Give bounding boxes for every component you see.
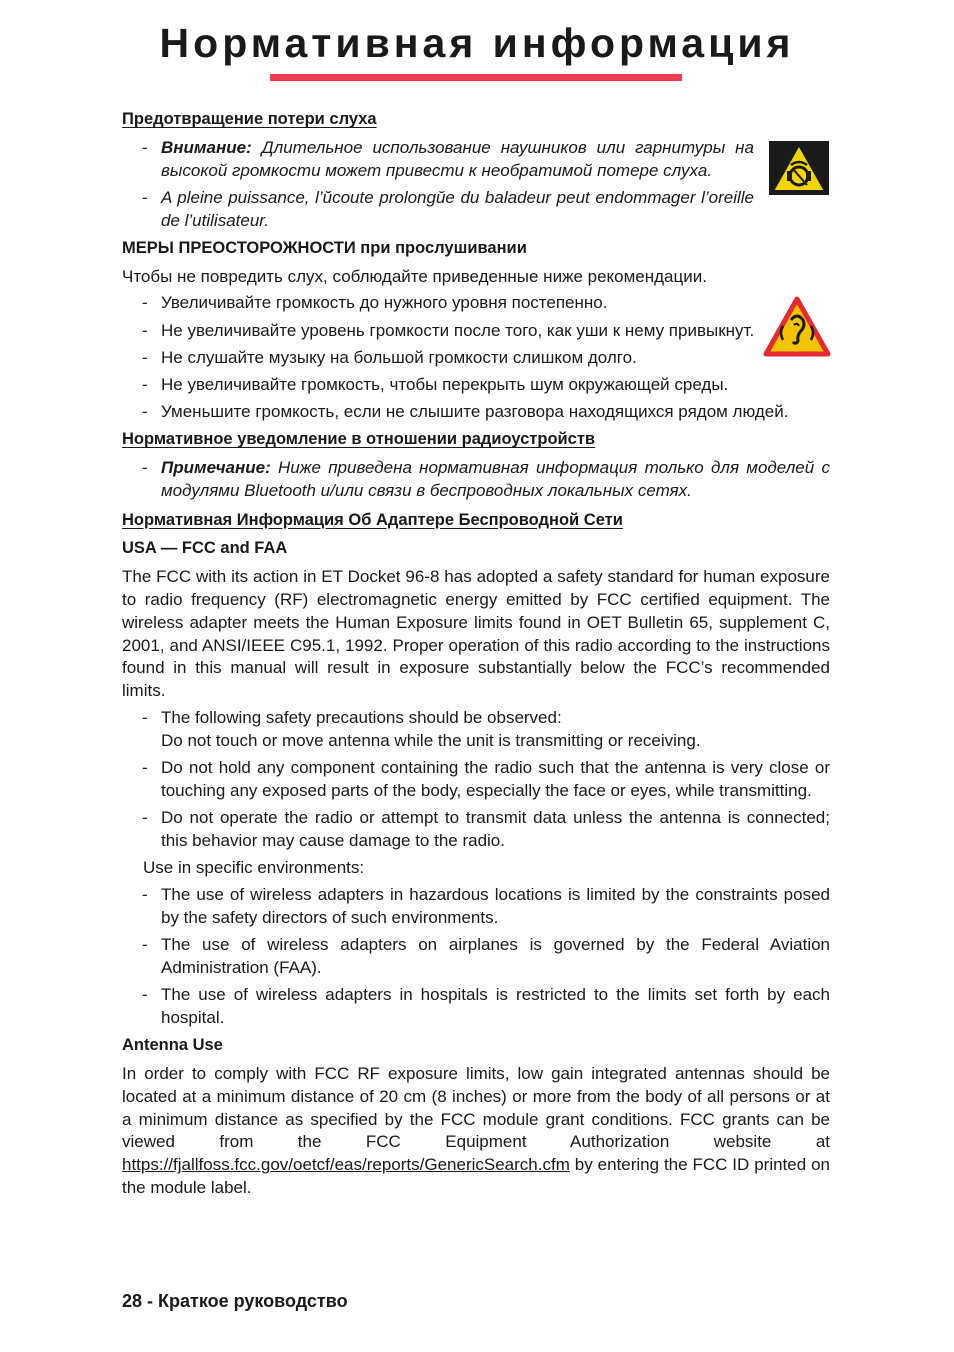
list-item: - Примечание: Ниже приведена нормативная информация только для моделей с модулями Bluetooth и/или связи в беспроводных локальных сетях. <box>142 458 830 500</box>
radio-notice-list <box>122 457 830 503</box>
page-title: Нормативная информация <box>159 20 795 66</box>
note-text: Ниже приведена нормативная информация только для моделей с модулями Bluetooth и/или связи в беспроводных локальных сетях. <box>161 458 830 500</box>
list-item-text: Не увеличивайте громкость, чтобы перекрыть шум окружающей среды. <box>161 374 729 394</box>
list-item-text: The use of wireless adapters in hazardous locations is limited by the constraints posed by the safety directors of such environments. <box>161 885 830 927</box>
list-item-text: Do not touch or move antenna while the unit is transmitting or receiving. <box>161 730 701 750</box>
list-item: - Не слушайте музыку на большой громкости слишком долго. <box>142 347 637 367</box>
hearing-heading: Предотвращение потери слуха <box>122 110 377 128</box>
list-item: - Не увеличивайте громкость, чтобы перекрыть шум окружающей среды. <box>142 374 729 394</box>
fcc-authorization-link[interactable]: https://fjallfoss.fcc.gov/oetcf/eas/reports/GenericSearch.cfm <box>122 1155 570 1175</box>
list-item-text: Увеличивайте громкость до нужного уровня постепенно. <box>161 293 608 313</box>
list-item-text: Не увеличивайте уровень громкости после того, как уши к нему привыкнут. <box>161 320 755 340</box>
list-item: - The use of wireless adapters in hazardous locations is limited by the constraints posed by the safety directors of such environments. <box>142 885 830 927</box>
list-item: - Уменьшите громкость, если не слышите разговора находящихся рядом людей. <box>142 402 789 422</box>
antenna-text-end: by entering the FCC ID printed on the module label. <box>122 1155 830 1197</box>
page-footer: 28 - Краткое руководство <box>122 1291 348 1311</box>
environments-intro: Use in specific environments: <box>143 858 365 878</box>
hearing-warning-list <box>122 137 754 233</box>
list-item: - Не увеличивайте уровень громкости после того, как уши к нему привыкнут. <box>142 320 755 340</box>
list-item-text: The use of wireless adapters on airplanes is governed by the Federal Aviation Administration (FAA). <box>161 935 830 977</box>
list-item-text: The use of wireless adapters in hospitals is restricted to the limits set forth by each hospital. <box>161 985 830 1027</box>
list-item-text: Do not hold any component containing the radio such that the antenna is very close or touching any exposed parts of the body, especially the face or eyes, while transmitting. <box>161 758 830 800</box>
note-label: Примечание: <box>161 458 271 478</box>
title-underline-bar <box>270 74 682 81</box>
list-item-text: Не слушайте музыку на большой громкости слишком долго. <box>161 347 637 367</box>
list-item: - Do not hold any component containing the radio such that the antenna is very close or touching any exposed parts of the body, especially the face or eyes, while transmitting. <box>142 758 830 800</box>
safety-list <box>122 707 830 853</box>
warning-label: Внимание: <box>161 137 252 157</box>
environments-list <box>122 884 830 1030</box>
antenna-heading: Antenna Use <box>122 1036 223 1055</box>
list-item: - A pleine puissance, l’ŭcoute prolongŭe du baladeur peut endommager l’oreille de l’utilisateur. <box>142 187 754 230</box>
wireless-heading: Нормативная Информация Об Адаптере Беспроводной Сети <box>122 510 623 529</box>
antenna-text: In order to comply with FCC RF exposure limits, low gain integrated antennas should be located at a minimum distance of 20 cm (8 inches) or more from the body of all persons or at a minimum distance as specified by the FCC module grant conditions. FCC grants can be viewed from the FCC Equipment Authorization website at <box>122 1063 830 1152</box>
list-item-text: The following safety precautions should be observed: <box>161 708 562 728</box>
list-item-text: Do not operate the radio or attempt to transmit data unless the antenna is connected; this behavior may cause damage to the radio. <box>161 808 830 850</box>
fcc-paragraph: The FCC with its action in ET Docket 96-8 has adopted a safety standard for human exposure to radio frequency (RF) electromagnetic energy emitted by FCC certified equipment. The wireless adapter meets the Human Exposure limits found in OET Bulletin 65, supplement C, 2001, and ANSI/IEEE C95.1, 1992. Proper operation of this radio according to the instructions found in this manual will result in exposure substantially below the FCC’s recommended limits. <box>122 567 830 701</box>
precautions-heading: МЕРЫ ПРЕОСТОРОЖНОСТИ при прослушивании <box>122 238 527 257</box>
list-item: - Do not operate the radio or attempt to transmit data unless the antenna is connected; this behavior may cause damage to the radio. <box>142 808 830 850</box>
page-content <box>122 108 830 1204</box>
list-item: - The use of wireless adapters in hospitals is restricted to the limits set forth by each hospital. <box>142 985 830 1027</box>
list-item: - The following safety precautions should be observed: Do not touch or move antenna while the unit is transmitting or receiving. <box>142 708 701 750</box>
usa-fcc-heading: USA — FCC and FAA <box>122 539 288 558</box>
antenna-paragraph <box>122 1063 830 1200</box>
list-item: - The use of wireless adapters on airplanes is governed by the Federal Aviation Administration (FAA). <box>142 935 830 977</box>
precautions-intro: Чтобы не повредить слух, соблюдайте приведенные ниже рекомендации. <box>122 266 707 286</box>
radio-notice-heading: Нормативное уведомление в отношении радиоустройств <box>122 430 596 449</box>
list-item: - Внимание: Длительное использование наушников или гарнитуры на высокой громкости может привести к необратимой потере слуха. <box>142 137 754 180</box>
warning-text: Длительное использование наушников или гарнитуры на высокой громкости может привести к необратимой потере слуха. <box>161 137 754 180</box>
list-item: - Увеличивайте громкость до нужного уровня постепенно. <box>142 293 608 313</box>
french-warning-text: A pleine puissance, l’ŭcoute prolongŭe du baladeur peut endommager l’oreille de l’utilisateur. <box>161 187 754 230</box>
precautions-list <box>122 292 830 424</box>
list-item-text: Уменьшите громкость, если не слышите разговора находящихся рядом людей. <box>161 402 789 422</box>
